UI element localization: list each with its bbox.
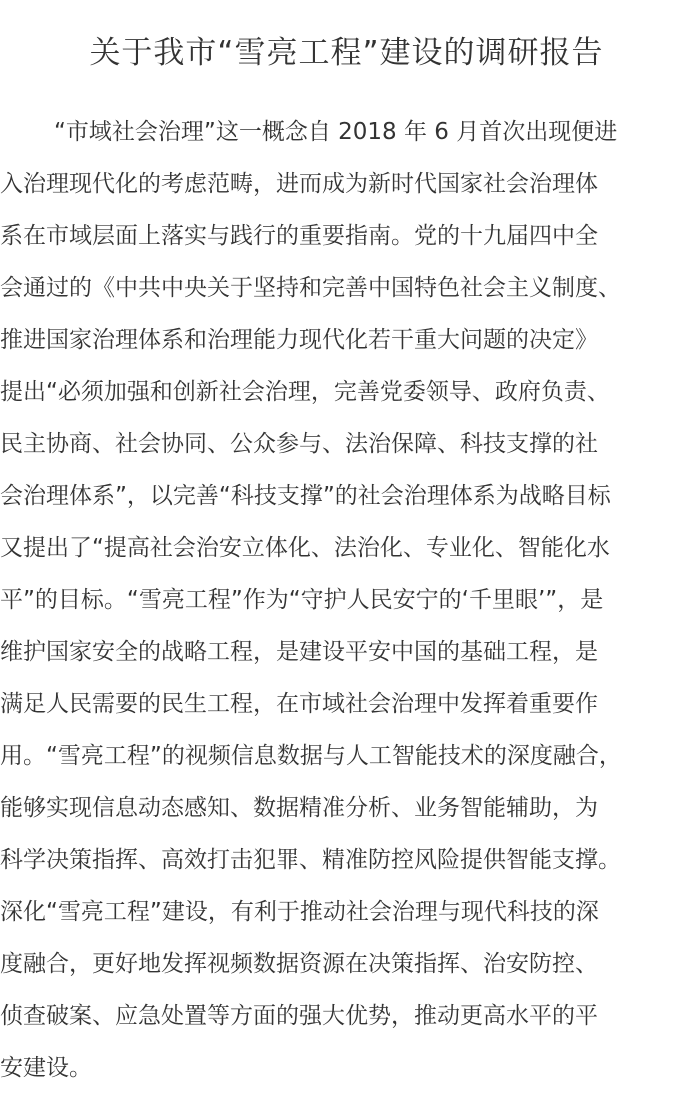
paragraph-line: 会治理体系”，以完善“科技支撑”的社会治理体系为战略目标 bbox=[0, 483, 611, 509]
paragraph-line: 平”的目标。“雪亮工程”作为“守护人民安宁的‘千里眼’”，是 bbox=[0, 587, 604, 613]
paragraph-line: 用。“雪亮工程”的视频信息数据与人工智能技术的深度融合， bbox=[0, 743, 622, 769]
paragraph-line: 系在市域层面上落实与践行的重要指南。党的十九届四中全 bbox=[0, 223, 598, 249]
paragraph-line: 安建设。 bbox=[0, 1055, 92, 1081]
paragraph-line: 满足人民需要的民生工程，在市域社会治理中发挥着重要作 bbox=[0, 691, 598, 717]
paragraph-line: “市域社会治理”这一概念自 2018 年 6 月首次出现便进 bbox=[54, 119, 618, 145]
paragraph-line: 民主协商、社会协同、公众参与、法治保障、科技支撑的社 bbox=[0, 431, 598, 457]
paragraph-line: 深化“雪亮工程”建设，有利于推动社会治理与现代科技的深 bbox=[0, 899, 599, 925]
paragraph-line: 侦查破案、应急处置等方面的强大优势，推动更高水平的平 bbox=[0, 1003, 598, 1029]
paragraph-line: 又提出了“提高社会治安立体化、法治化、专业化、智能化水 bbox=[0, 535, 610, 561]
body-paragraph bbox=[0, 106, 693, 1094]
paragraph-line: 能够实现信息动态感知、数据精准分析、业务智能辅助，为 bbox=[0, 795, 598, 821]
paragraph-line: 推进国家治理体系和治理能力现代化若干重大问题的决定》 bbox=[0, 327, 598, 353]
paragraph-line: 会通过的《中共中央关于坚持和完善中国特色社会主义制度、 bbox=[0, 275, 621, 301]
paragraph-line: 度融合，更好地发挥视频数据资源在决策指挥、治安防控、 bbox=[0, 951, 598, 977]
paragraph-line: 入治理现代化的考虑范畴，进而成为新时代国家社会治理体 bbox=[0, 171, 598, 197]
document-title: 关于我市“雪亮工程”建设的调研报告 bbox=[89, 35, 604, 71]
paragraph-line: 提出“必须加强和创新社会治理，完善党委领导、政府负责、 bbox=[0, 379, 610, 405]
paragraph-line: 科学决策指挥、高效打击犯罪、精准防控风险提供智能支撑。 bbox=[0, 847, 621, 873]
paragraph-line: 维护国家安全的战略工程，是建设平安中国的基础工程，是 bbox=[0, 639, 598, 665]
